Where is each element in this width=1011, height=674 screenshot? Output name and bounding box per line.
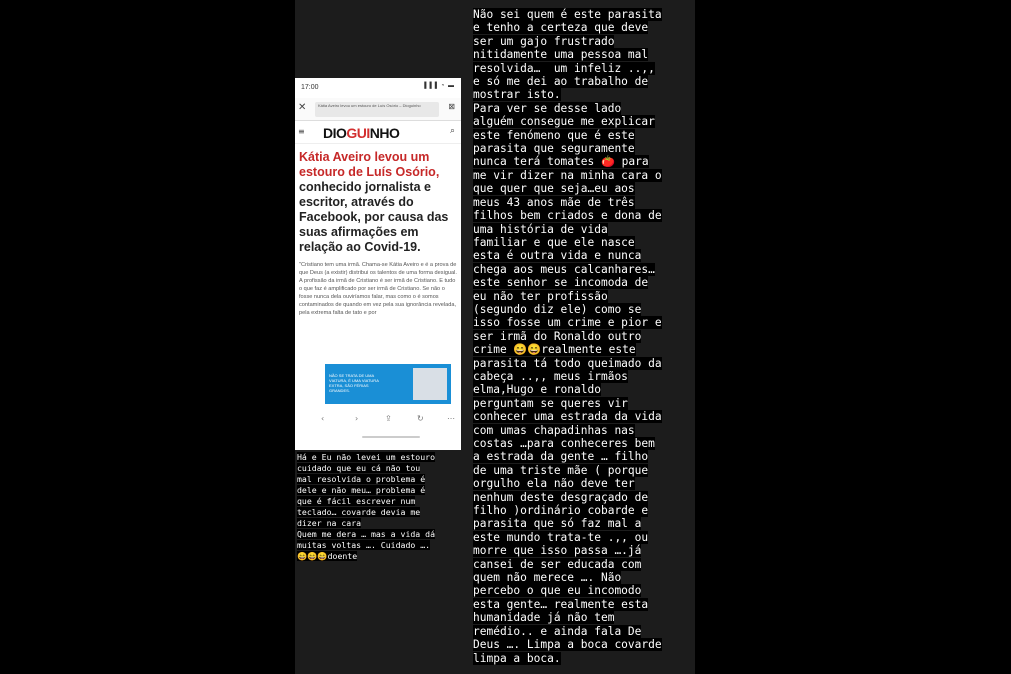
caption-line: resolvida… um infeliz ..,, — [473, 61, 655, 75]
caption-line: quem não merece …. Não — [473, 571, 622, 585]
caption-line: remédio.. e ainda fala De — [473, 624, 642, 638]
bookmark-icon: ⊠ — [448, 102, 455, 111]
caption-line: perguntam se queres vir — [473, 396, 628, 410]
headline-text: conhecido jornalista e escritor, através do Facebook, por causa das suas afirmações em relação ao Covid-19. — [299, 180, 449, 254]
signal-battery-icon: ▐▐▐ ◔ ▬ — [422, 83, 455, 89]
share-icon: ⇪ — [385, 414, 392, 423]
more-icon: ⋯ — [447, 414, 455, 423]
close-icon: ✕ — [298, 102, 307, 113]
caption-line: Para ver se desse lado — [473, 101, 622, 115]
caption-line: percebo o que eu incomodo — [473, 584, 642, 598]
headline-highlight: Kátia Aveiro levou um estouro de Luís Osório, — [299, 150, 440, 179]
caption-line: este fenómeno que é este — [473, 128, 635, 142]
caption-line: meus 43 anos mãe de três — [473, 195, 635, 209]
caption-line: filhos bem criados e dona de — [473, 209, 662, 223]
caption-line: chega aos meus calcanhares… — [473, 262, 655, 276]
ad-image — [413, 368, 447, 400]
caption-line: que é fácil escrever num — [297, 496, 416, 506]
caption-line: humanidade já não tem — [473, 611, 615, 625]
embedded-article-screenshot — [295, 78, 461, 450]
phone-time: 17:00 — [301, 84, 319, 91]
site-logo-part: DIO — [323, 125, 347, 141]
caption-line: filho )ordinário cobarde e — [473, 504, 649, 518]
caption-line: familiar e que ele nasce — [473, 235, 635, 249]
caption-line: conhecer uma estrada da vida — [473, 410, 662, 424]
menu-icon: ≡ — [298, 127, 305, 136]
right-caption — [473, 8, 662, 665]
caption-line: mostrar isto. — [473, 88, 561, 102]
caption-line: de uma triste mãe ( porque — [473, 463, 649, 477]
caption-line: dele e não meu… problema é — [297, 485, 426, 495]
caption-line: ser um gajo frustrado — [473, 34, 615, 48]
caption-line: ser irmã do Ronaldo outro — [473, 329, 642, 343]
caption-line: (segundo diz ele) como se — [473, 302, 642, 316]
caption-line: crime 😄😄realmente este — [473, 343, 636, 357]
left-caption — [297, 452, 435, 562]
caption-line: que quer que seja…eu aos — [473, 182, 635, 196]
caption-line: este mundo trata-te .,, ou — [473, 530, 649, 544]
caption-line: parasita tá todo queimado da — [473, 356, 662, 370]
caption-line: mal resolvida o problema é — [297, 474, 426, 484]
caption-line: muitas voltas …. Cuidado …. — [297, 540, 431, 550]
caption-line: cuidado que eu cá não tou — [297, 463, 421, 473]
caption-line: este senhor se incomoda de — [473, 276, 649, 290]
site-logo-part: NHO — [369, 125, 400, 141]
ad-banner — [325, 364, 451, 404]
caption-line: esta é outra vida e nunca — [473, 249, 642, 263]
caption-line: costas …para conheceres bem — [473, 437, 655, 450]
caption-line: elma,Hugo e ronaldo — [473, 383, 601, 397]
article-quote: "Cristiano tem uma irmã. Chama-se Kátia Aveiro e é a prova de que Deus (a existir) distribui os talentos de uma forma desigual. A profissão da irmã de Cristiano é ser irmã de Cristiano. E tudo o que faz é amplificado por ser irmã de Cristiano. Se não o fosse nunca dela ouviríamos falar, mas como o é somos contaminados de quando em vez pela sua ignorância revelada, pela extrema falta de tato e por — [299, 262, 457, 316]
article-body — [295, 144, 461, 327]
chevron-right-icon: › — [355, 414, 359, 423]
caption-line: a estrada da gente … filho — [473, 450, 649, 464]
caption-line: eu não ter profissão — [473, 289, 608, 303]
caption-line: Deus …. Limpa a boca covarde — [473, 638, 662, 652]
site-logo-part-accent: GUI — [346, 125, 370, 141]
caption-line: nenhum deste desgraçado de — [473, 490, 649, 504]
home-indicator — [362, 436, 420, 438]
reload-icon: ↻ — [417, 414, 424, 423]
browser-nav-bar — [295, 414, 461, 428]
caption-line: esta gente… realmente esta — [473, 597, 649, 611]
caption-line: teclado… covarde devia me — [297, 507, 421, 517]
article-headline — [299, 150, 457, 255]
caption-line: Há e Eu não levei um estouro — [297, 452, 436, 462]
caption-line: nunca terá tomates 🍅 para — [473, 155, 649, 169]
caption-line: 😄😄😄doente — [297, 551, 358, 561]
caption-line: cabeça ..,, meus irmãos — [473, 369, 628, 383]
caption-line: com umas chapadinhas nas — [473, 423, 635, 437]
caption-line: me vir dizer na minha cara o — [473, 168, 662, 182]
browser-toolbar — [295, 98, 461, 121]
caption-line: uma história de vida — [473, 222, 608, 236]
caption-line: nitidamente uma pessoa mal — [473, 48, 649, 62]
caption-line: Não sei quem é este parasita — [473, 8, 662, 21]
phone-status-bar — [295, 78, 461, 98]
caption-line: parasita que só faz mal a — [473, 517, 642, 531]
caption-line: morre que isso passa ….já — [473, 544, 642, 558]
caption-line: parasita que seguramente — [473, 142, 635, 156]
caption-line: limpa a boca. — [473, 651, 561, 665]
ad-text: NÃO SE TRATA DE UMA VIATURA, É UMA VIATURA EXTRA, SÃO FÉRIAS GRANDES. — [329, 373, 379, 393]
caption-line: isso fosse um crime e pior e — [473, 316, 662, 330]
caption-line: e tenho a certeza que deve — [473, 21, 649, 35]
caption-line: cansei de ser educada com — [473, 557, 642, 571]
caption-line: dizer na cara — [297, 518, 362, 528]
chevron-left-icon: ‹ — [321, 414, 325, 423]
site-header — [295, 121, 461, 144]
caption-line: Quem me dera … mas a vida dá — [297, 529, 436, 539]
caption-line: alguém consegue me explicar — [473, 115, 655, 129]
caption-line: orgulho ela não deve ter — [473, 477, 635, 491]
site-logo — [323, 125, 399, 141]
browser-url-field: Kátia Aveiro levou um estouro de Luís Osório – Dioguinho — [315, 102, 439, 117]
search-icon: ⌕ — [449, 126, 455, 136]
caption-line: e só me dei ao trabalho de — [473, 75, 649, 89]
